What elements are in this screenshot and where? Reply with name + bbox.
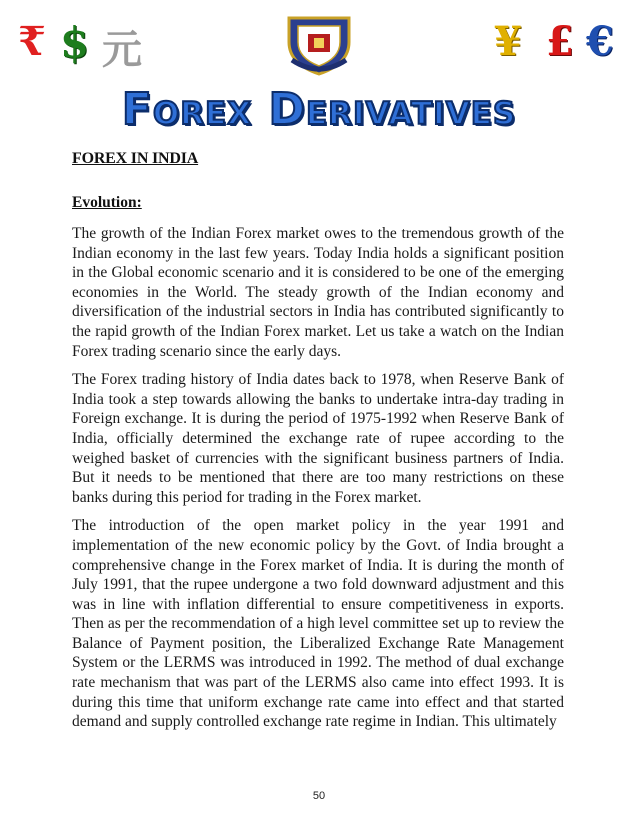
body-content <box>72 150 564 741</box>
section-heading: FOREX IN INDIA <box>72 150 199 167</box>
dollar-icon: $ <box>60 18 90 67</box>
paragraph: The introduction of the open market policy in the year 1991 and implementation of the new economic policy by the Govt. of India brought a comprehensive change in the Forex market of India. It is during the month of July 1991, that the rupee undergone a two fold downward adjustment and this was in line with inflation differential to ensure competitiveness in exports. Then as per the recommendation of a high level committee set up to review the Balance of Payment position, the Liberalized Exchange Rate Management System or the LERMS was introduced in 1992. The method of dual exchange rate mechanism that was part of the LERMS also came into effect 1993. It is during this time that uniform exchange rate came into effect and that started demand and supply controlled exchange rate regime in Indian. This ultimately <box>72 517 564 731</box>
crest-emblem-icon <box>284 12 354 76</box>
page-title: Forex Derivatives <box>121 84 517 135</box>
yuan-icon: 元 <box>102 26 142 73</box>
paragraph: The Forex trading history of India dates back to 1978, when Reserve Bank of India took a step towards allowing the banks to undertake intra-day trading in Foreign exchange. It is during the period of 1975-1992 when Reserve Bank of India, officially determined the exchange rate of rupee according to the weighed basket of currencies with the significant business partners of India. But it needs to be mentioned that there are too many restrictions on these banks during this period for trading in the Forex market. <box>72 371 564 506</box>
paragraph: The growth of the Indian Forex market owes to the tremendous growth of the Indian economy in the last few years. Today India holds a significant position in the Global economic scenario and it is considered to be one of the emerging economies in the World. The steady growth of the Indian economy and diversification of the industrial sectors in India has contributed significantly to the rapid growth of the Indian Forex market. Let us take a watch on the Indian Forex trading scenario since the early days. <box>72 225 564 360</box>
page-number: 50 <box>312 790 326 802</box>
yen-icon: ¥ <box>494 18 522 65</box>
rupee-icon: ₹ <box>18 18 46 65</box>
subheading: Evolution: <box>72 194 142 211</box>
currency-header <box>0 8 638 78</box>
pound-icon: £ <box>546 18 574 65</box>
euro-icon: € <box>586 18 614 65</box>
